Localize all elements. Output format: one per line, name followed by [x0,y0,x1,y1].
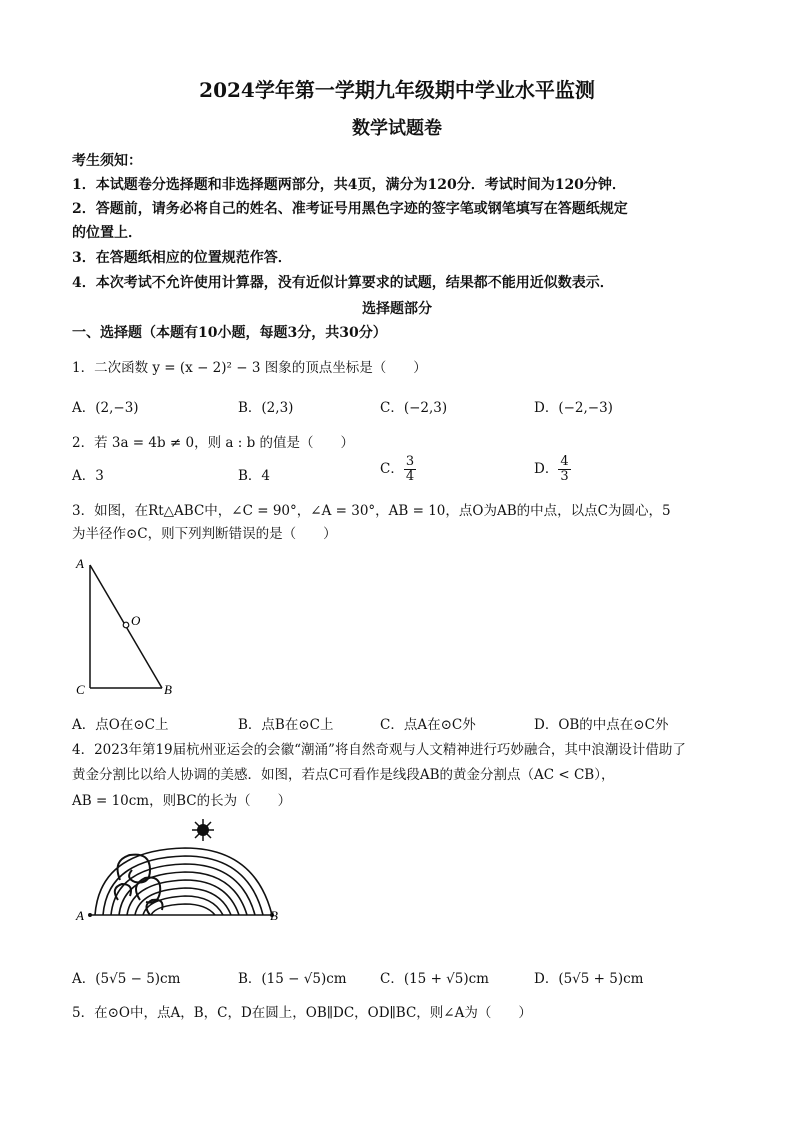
fraction-four-thirds: $\frac{4}{3}$ [560,454,569,484]
notice-item-2: 2．答题前，请务必将自己的姓名、准考证号用黑色字迹的签字笔或钢笔填写在答题纸规定 [72,201,628,217]
notice-item-2-cont: 的位置上． [72,225,142,241]
question-2-option-c: C． $\frac{3}{4}$ [380,454,415,484]
question-4-option-d: D．(5√5 + 5)cm [534,971,644,987]
question-4-stem-line-2: 黄金分割比以给人协调的美感．如图，若点C可看作是线段AB的黄金分割点（AC < CB）， [72,767,615,783]
question-2-option-d: D． $\frac{4}{3}$ [534,454,569,484]
question-1-option-a: A．(2,−3) [72,400,139,416]
page-subtitle: 数学试题卷 [352,118,442,139]
question-4-stem-line-1: 4．2023年第19届杭州亚运会的会徽“潮涌”将自然奇观与人文精神进行巧妙融合，其中浪潮设计借助了 [72,742,686,758]
question-1-option-b: B．(2,3) [238,400,294,416]
label-o: O [131,613,141,628]
question-4-option-b: B．(15 − √5)cm [238,971,347,987]
question-2-option-a: A．3 [72,468,104,484]
question-1-stem: 1．二次函数 y = (x − 2)² − 3 图象的顶点坐标是（ ） [72,360,427,376]
question-3-stem-line-2: 为半径作⊙C，则下列判断错误的是（ ） [72,526,337,542]
notice-item-1: 1．本试题卷分选择题和非选择题两部分，共4页，满分为120分．考试时间为120分钟． [72,177,626,193]
question-1-option-c: C．(−2,3) [380,400,448,416]
label-b: B [164,682,172,697]
label-c: C [76,682,85,697]
question-3-option-b: B．点B在⊙C上 [238,717,334,733]
question-2-option-b: B．4 [238,468,271,484]
label-a: A [76,908,84,923]
fraction-three-quarters: $\frac{3}{4}$ [405,454,415,484]
part-title: 选择题部分 [362,301,432,317]
question-3-option-c: C．点A在⊙C外 [380,717,476,733]
section-heading: 一、选择题（本题有10小题，每题3分，共30分） [72,325,387,341]
question-3-stem-line-1: 3．如图，在Rt△ABC中，∠C = 90°，∠A = 30°，AB = 10，点O为AB的中点，以点C为圆心，5 [72,503,671,519]
question-4-option-a: A．(5√5 − 5)cm [72,971,181,987]
question-4-option-c: C．(15 + √5)cm [380,971,489,987]
label-b: B [270,908,278,923]
page-title: 2024学年第一学期九年级期中学业水平监测 [199,78,595,102]
question-3-option-a: A．点O在⊙C上 [72,717,169,733]
question-4-stem-line-3: AB = 10cm，则BC的长为（ ） [72,793,292,809]
notice-heading: 考生须知： [72,153,142,169]
label-a: A [76,556,84,571]
question-2-stem: 2．若 3a = 4b ≠ 0，则 a : b 的值是（ ） [72,435,355,451]
notice-item-3: 3．在答题纸相应的位置规范作答． [72,250,292,266]
question-5-stem: 5．在⊙O中，点A，B，C，D在圆上，OB∥DC，OD∥BC，则∠A为（ ） [72,1005,532,1021]
question-1-option-d: D．(−2,−3) [534,400,613,416]
notice-item-4: 4．本次考试不允许使用计算器，没有近似计算要求的试题，结果都不能用近似数表示． [72,275,614,291]
sun-icon [192,819,214,841]
question-3-option-d: D．OB的中点在⊙C外 [534,717,669,733]
